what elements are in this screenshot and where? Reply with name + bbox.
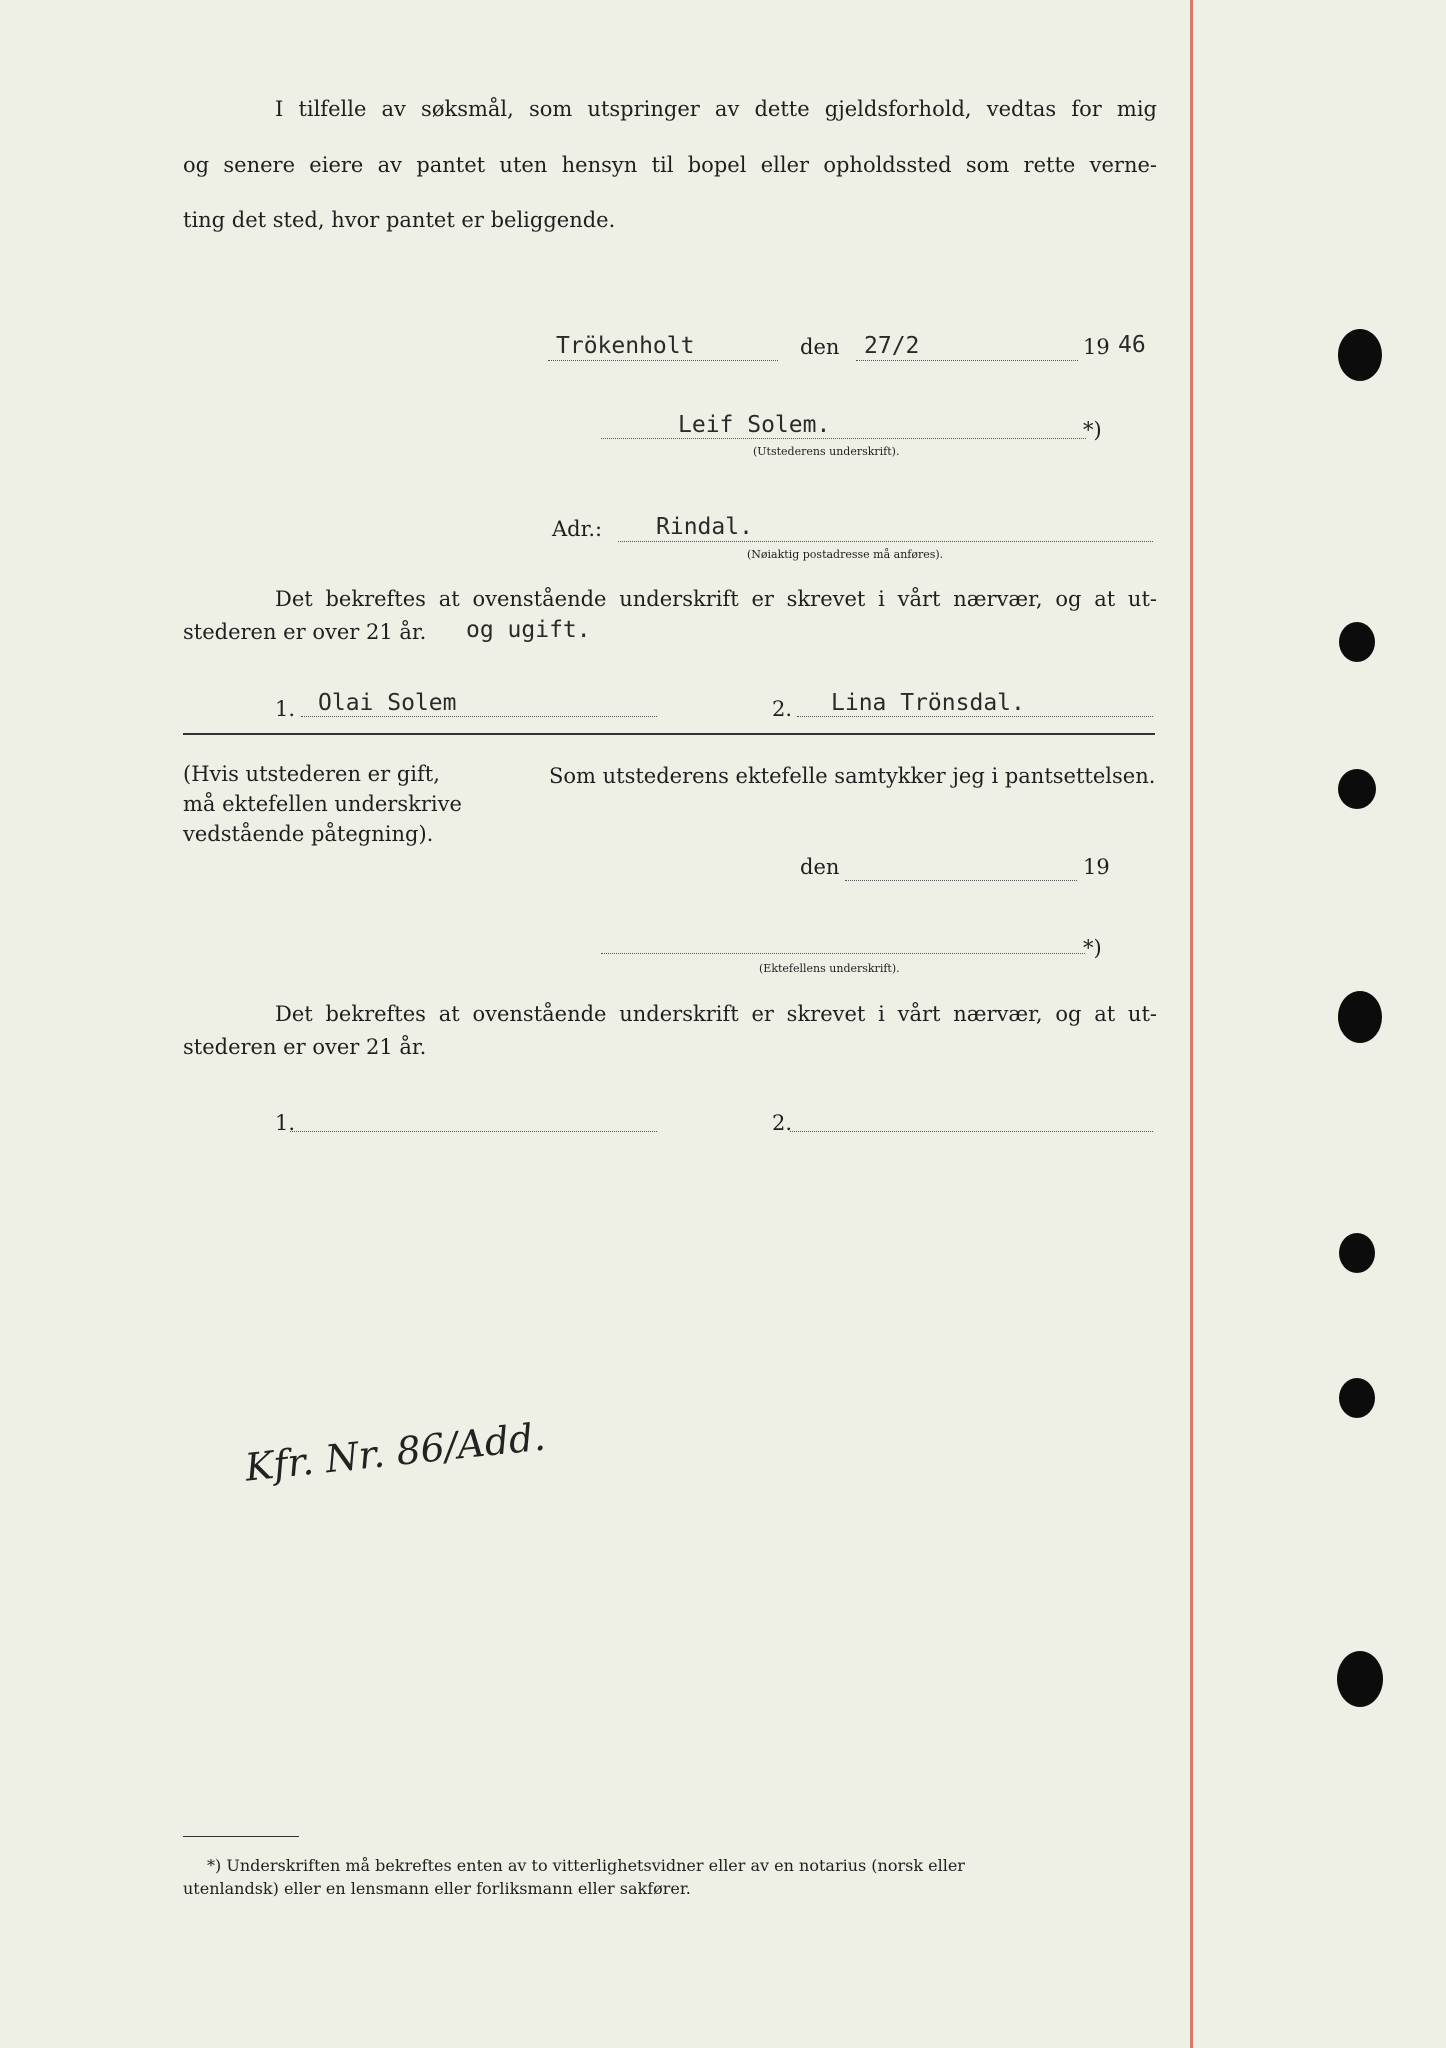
witness2-2-number: 2.	[772, 1111, 793, 1135]
confirm2-line-2: stederen er over 21 år.	[183, 1035, 427, 1059]
footnote-divider	[183, 1836, 299, 1837]
handwritten-note: Kfr. Nr. 86/Add.	[243, 1414, 548, 1490]
spouse-signature-line	[601, 953, 1085, 954]
issuer-signature: Leif Solem.	[678, 412, 831, 438]
spouse-note-line-1: (Hvis utstederen er gift,	[183, 762, 440, 786]
address-value: Rindal.	[656, 514, 753, 540]
issuer-footnote-marker: *)	[1083, 418, 1102, 442]
punch-hole	[1338, 991, 1382, 1043]
spouse-signature-caption: (Ektefellens underskrift).	[759, 962, 900, 975]
confirm1-line-2: stederen er over 21 år.	[183, 620, 427, 644]
footnote-line-1: *) Underskriften må bekreftes enten av to vitterlighetsvidner eller av en notarius (norsk eller	[207, 1856, 965, 1875]
issuer-signature-line	[601, 438, 1086, 439]
date-value: 27/2	[864, 333, 920, 359]
intro-line-3: ting det sted, hvor pantet er beliggende.	[183, 208, 616, 232]
year-suffix: 46	[1118, 332, 1146, 358]
punch-hole	[1339, 1378, 1375, 1418]
punch-hole	[1339, 622, 1375, 662]
spouse-consent-text: Som utstederens ektefelle samtykker jeg i pantsettelsen.	[549, 764, 1156, 788]
witness2-1-number: 1.	[275, 1111, 296, 1135]
address-dotted-line	[618, 541, 1153, 542]
punch-hole	[1337, 1651, 1383, 1707]
confirm1-line-1: Det bekreftes at ovenstående underskrift er skrevet i vårt nærvær, og at ut-	[275, 587, 1157, 611]
address-caption: (Nøiaktig postadresse må anføres).	[747, 548, 944, 561]
witness1-dotted-line	[301, 716, 657, 717]
witness2-name: Lina Trönsdal.	[831, 690, 1025, 716]
witness1-name: Olai Solem	[318, 690, 457, 716]
witness2-dotted-line	[797, 716, 1153, 717]
confirm1-typed-addition: og ugift.	[466, 617, 591, 643]
issuer-signature-caption: (Utstederens underskrift).	[753, 445, 900, 458]
place-name: Trökenholt	[556, 333, 695, 359]
witness1-number: 1.	[275, 697, 296, 721]
date-den-label: den	[800, 335, 840, 359]
spouse-year-prefix: 19	[1083, 855, 1110, 879]
place-dotted-line	[548, 360, 778, 361]
spouse-den-label: den	[800, 855, 840, 879]
address-label: Adr.:	[552, 517, 603, 541]
date-dotted-line	[856, 360, 1078, 361]
witness2-1-dotted-line	[290, 1131, 657, 1132]
confirm2-line-1: Det bekreftes at ovenstående underskrift er skrevet i vårt nærvær, og at ut-	[275, 1002, 1157, 1026]
punch-hole	[1339, 1233, 1375, 1273]
punch-hole	[1338, 329, 1382, 381]
footnote-line-2: utenlandsk) eller en lensmann eller forliksmann eller sakfører.	[183, 1879, 691, 1898]
spouse-note-line-3: vedstående påtegning).	[183, 822, 434, 846]
witness2-number: 2.	[772, 697, 793, 721]
red-margin-line	[1190, 0, 1193, 2048]
punch-hole	[1338, 769, 1376, 809]
spouse-date-dotted-line	[845, 880, 1077, 881]
spouse-note-line-2: må ektefellen underskrive	[183, 792, 462, 816]
spouse-footnote-marker: *)	[1083, 936, 1102, 960]
section-divider	[183, 733, 1155, 735]
intro-line-2: og senere eiere av pantet uten hensyn til bopel eller opholdssted som rette verne-	[183, 153, 1157, 177]
intro-line-1: I tilfelle av søksmål, som utspringer av dette gjeldsforhold, vedtas for mig	[275, 97, 1157, 121]
witness2-2-dotted-line	[790, 1131, 1153, 1132]
year-prefix: 19	[1083, 335, 1110, 359]
